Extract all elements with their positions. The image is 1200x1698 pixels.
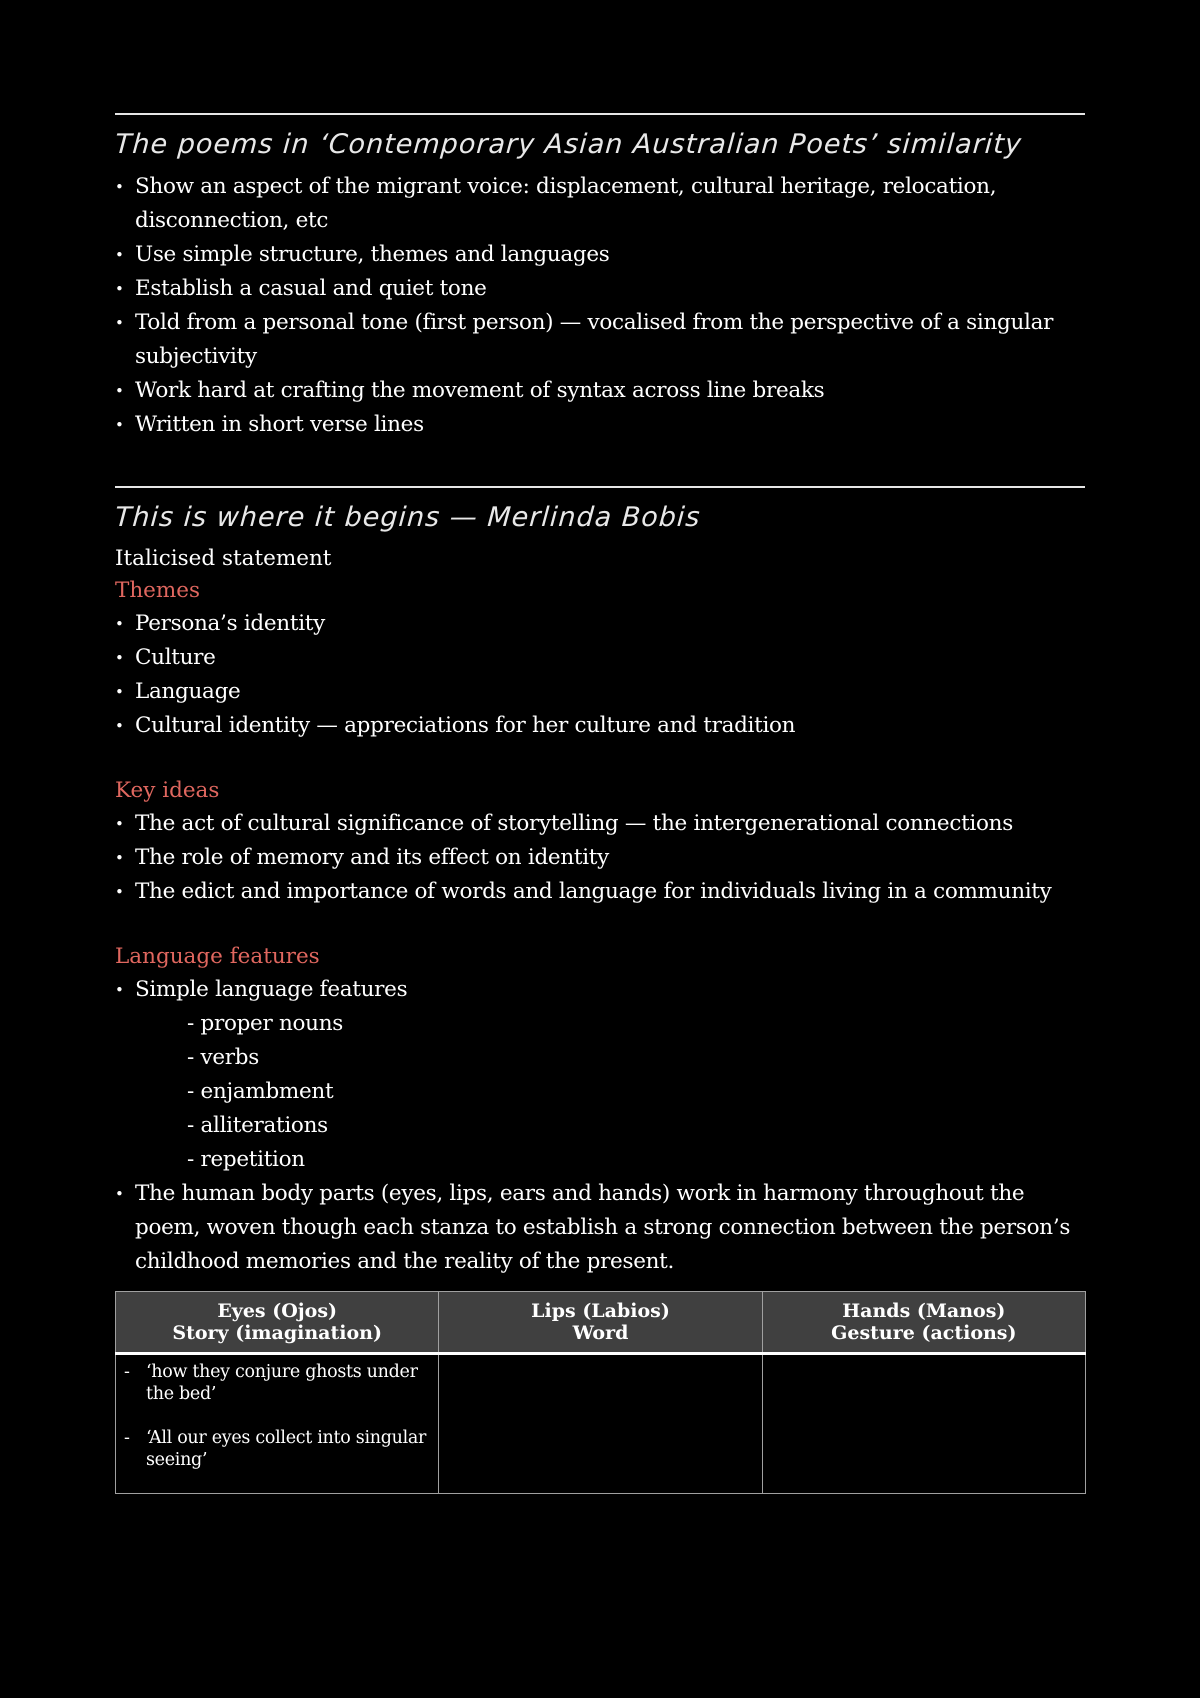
table-row [116, 1354, 1086, 1494]
list-item: • Cultural identity — appreciations for her culture and tradition [115, 709, 1085, 743]
sub-list-item: - repetition [187, 1143, 1085, 1177]
body-parts-table [115, 1291, 1086, 1494]
header-line: Word [572, 1322, 629, 1344]
list-item: • The human body parts (eyes, lips, ears and hands) work in harmony throughout the poem, woven though each stanza to establish a strong connection between the person’s childhood memories and the reality of the present. [115, 1177, 1085, 1279]
column-header-lips [439, 1292, 762, 1354]
list-item: • Establish a casual and quiet tone [115, 272, 1085, 306]
language-features-heading: Language features [115, 944, 320, 969]
sub-list-item: - alliterations [187, 1109, 1085, 1143]
list-item: • Use simple structure, themes and languages [115, 238, 1085, 272]
intro-text: Italicised statement [115, 546, 332, 571]
list-item: • Persona’s identity [115, 607, 1085, 641]
language-features-list [115, 973, 1085, 1279]
list-item: • Written in short verse lines [115, 408, 1085, 442]
quote-item: - ‘All our eyes collect into singular seeing’ [124, 1427, 430, 1471]
quote-item: - ‘how they conjure ghosts under the bed’ [124, 1361, 430, 1405]
header-line: Gesture (actions) [831, 1322, 1017, 1344]
key-ideas-heading: Key ideas [115, 778, 220, 803]
sub-list-item: - verbs [187, 1041, 1085, 1075]
column-header-hands [762, 1292, 1085, 1354]
list-item: • The edict and importance of words and language for individuals living in a community [115, 875, 1085, 909]
key-ideas-list [115, 807, 1085, 909]
table-cell-eyes [116, 1354, 439, 1494]
header-line: Hands (Manos) [842, 1300, 1006, 1322]
header-line: Lips (Labios) [531, 1300, 670, 1322]
section-heading: This is where it begins — Merlinda Bobis [113, 502, 702, 533]
section-poem [115, 486, 1085, 1279]
header-line: Story (imagination) [172, 1322, 382, 1344]
simple-features-label: Simple language features [135, 977, 408, 1002]
list-item: • The role of memory and its effect on identity [115, 841, 1085, 875]
sub-list-item: - enjambment [187, 1075, 1085, 1109]
section-similarity [115, 113, 1085, 442]
list-item: • The act of cultural significance of storytelling — the intergenerational connections [115, 807, 1085, 841]
table-cell-lips [439, 1354, 762, 1494]
eyes-quotes-list [124, 1361, 430, 1471]
list-item [115, 973, 1085, 1177]
list-item: • Culture [115, 641, 1085, 675]
section-heading: The poems in ‘Contemporary Asian Australian Poets’ similarity [113, 129, 1024, 160]
themes-heading: Themes [115, 578, 201, 603]
similarity-list [115, 170, 1085, 442]
section-divider [115, 486, 1085, 488]
feature-sublist [115, 1007, 1085, 1177]
sub-list-item: - proper nouns [187, 1007, 1085, 1041]
list-item: • Work hard at crafting the movement of syntax across line breaks [115, 374, 1085, 408]
table-header-row [116, 1292, 1086, 1354]
list-item: • Told from a personal tone (first person) — vocalised from the perspective of a singular subjectivity [115, 306, 1085, 374]
section-divider [115, 113, 1085, 115]
list-item: • Show an aspect of the migrant voice: displacement, cultural heritage, relocation, disconnection, etc [115, 170, 1085, 238]
column-header-eyes [116, 1292, 439, 1354]
header-line: Eyes (Ojos) [217, 1300, 338, 1322]
list-item: • Language [115, 675, 1085, 709]
themes-list [115, 607, 1085, 743]
table-cell-hands [762, 1354, 1085, 1494]
